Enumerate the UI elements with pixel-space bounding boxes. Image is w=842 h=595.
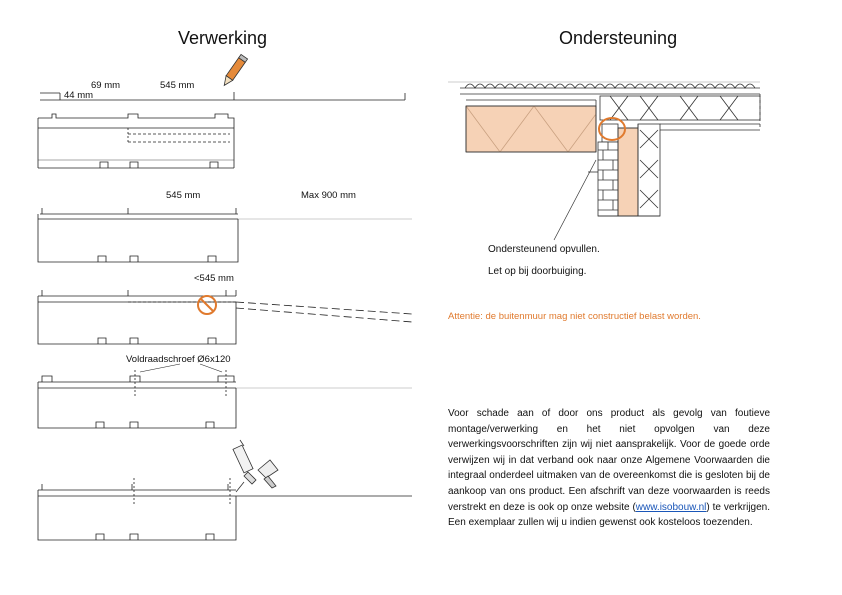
disclaimer-text-after: ) te verkrijgen. Een exemplaar zullen wij u indien gewenst ook kosteloos toezenden. (448, 501, 771, 529)
dim-44mm: 44 mm (64, 90, 94, 101)
attention-warning: Attentie: de buitenmuur mag niet constructief belast worden. (448, 311, 701, 322)
dim-max-900mm: Max 900 mm (301, 190, 356, 201)
pencil-icon (221, 54, 248, 87)
dim-69mm: 69 mm (91, 80, 121, 91)
heading-ondersteuning: Ondersteuning (559, 28, 678, 48)
panel-4-drawing (38, 364, 412, 428)
leader-line (554, 160, 596, 240)
note-support-fill: Ondersteunend opvullen. (488, 244, 600, 255)
dim-545mm-top: 545 mm (160, 80, 195, 91)
support-detail-drawing (448, 82, 760, 216)
heading-verwerking: Verwerking (178, 28, 268, 48)
panel-5-drawing (38, 478, 412, 540)
dim-545mm-mid: 545 mm (166, 190, 201, 201)
disclaimer-text-before: Voor schade aan of door ons product als gevolg van foutieve montage/verwerking en het niet opvolgen van deze verwerkingsvoorschriften zijn wij niet aansprakelijk. Voor de goede orde verwijzen wij in dat verband ook naar onze Algemene Voorwaarden die integraal onderdeel uitmaken van de overeenkomst die is gesloten bij de aankoop van ons product. Een afschrift van deze voorwaarden is reeds verstrekt en deze is ook op onze website ( (448, 408, 770, 513)
website-link[interactable]: www.isobouw.nl (635, 501, 707, 513)
panel-1-drawing (38, 93, 405, 168)
no-sign-icon (198, 296, 216, 314)
foam-gun-icon (233, 440, 278, 492)
dim-lt-545mm: <545 mm (194, 273, 234, 284)
panel-2-drawing (38, 208, 412, 262)
screw-label: Voldraadschroef Ø6x120 (126, 354, 231, 365)
disclaimer-paragraph (448, 406, 770, 531)
panel-3-drawing (38, 290, 412, 344)
note-deflection: Let op bij doorbuiging. (488, 266, 587, 277)
